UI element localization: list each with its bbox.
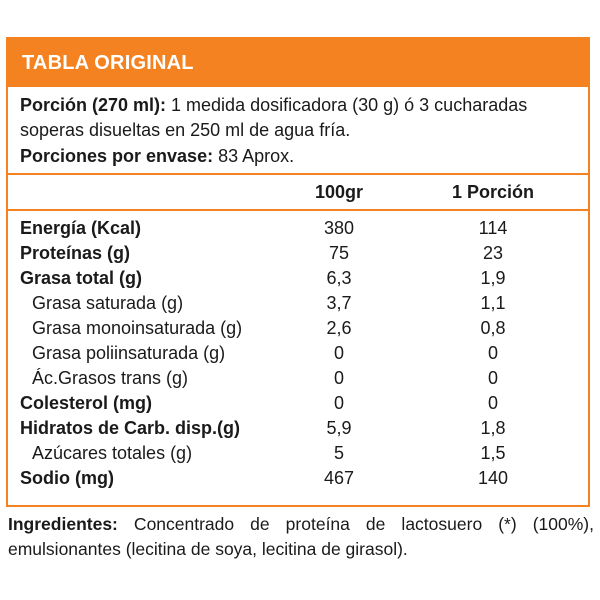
nutrient-label: Grasa monoinsaturada (g) [32,318,243,338]
table-row [8,466,588,491]
value-portion: 0 [487,343,498,363]
value-100gr: 3,7 [326,293,352,313]
value-portion: 1,8 [480,418,506,438]
nutrient-label: Grasa poliinsaturada (g) [32,343,226,363]
table-row [8,291,588,316]
value-portion: 1,5 [480,443,506,463]
value-portion: 1,9 [480,268,506,288]
nutrient-label: Energía (Kcal) [20,218,142,238]
ingredients-label: Ingredientes: [8,514,118,534]
table-row [8,316,588,341]
ingredients [8,512,594,562]
nutrient-label: Colesterol (mg) [20,393,153,413]
serving-size-text: 1 medida dosificadora (30 g) ó 3 cucharadas soperas disueltas en 250 ml de agua fría. [20,95,528,140]
value-100gr: 6,3 [326,268,352,288]
value-portion: 23 [482,243,504,263]
value-100gr: 0 [333,393,344,413]
nutrient-label: Grasa total (g) [20,268,143,288]
value-100gr: 380 [323,218,355,238]
value-portion: 1,1 [480,293,506,313]
value-portion: 0,8 [480,318,506,338]
servings-per-pack [8,143,588,169]
table-row [8,391,588,416]
value-100gr: 2,6 [326,318,352,338]
table-row [8,216,588,241]
value-100gr: 0 [333,343,344,363]
table-row [8,366,588,391]
value-portion: 140 [477,468,509,488]
serving-size-label: Porción (270 ml): [20,95,167,115]
nutrient-label: Sodio (mg) [20,468,114,488]
nutrition-table [6,37,590,507]
table-row [8,441,588,466]
value-100gr: 75 [328,243,350,263]
nutrient-label: Ác.Grasos trans (g) [32,368,189,388]
nutrient-label: Azúcares totales (g) [32,443,193,463]
table-row [8,341,588,366]
value-100gr: 0 [333,368,344,388]
value-100gr: 5 [333,443,344,463]
column-headers [8,175,588,209]
value-portion: 0 [487,393,498,413]
value-100gr: 467 [323,468,355,488]
value-100gr: 5,9 [326,418,352,438]
serving-size [8,87,588,143]
nutrient-rows [8,211,588,491]
column-header-100gr: 100gr [314,181,364,202]
column-header-portion: 1 Porción [451,181,535,202]
nutrient-label: Proteínas (g) [20,243,131,263]
servings-per-pack-value: 83 Aprox. [213,146,295,166]
table-row [8,266,588,291]
table-title: TABLA ORIGINAL [22,51,194,74]
table-row [8,241,588,266]
nutrient-label: Grasa saturada (g) [32,293,184,313]
table-header [8,39,588,87]
nutrient-label: Hidratos de Carb. disp.(g) [20,418,241,438]
value-portion: 0 [487,368,498,388]
servings-per-pack-label: Porciones por envase: [20,146,214,166]
table-row [8,416,588,441]
value-portion: 114 [478,218,508,238]
ingredients-text: Concentrado de proteína de lactosuero (*) (100%), emulsionantes (lecitina de soya, lecitina de girasol). [8,514,594,559]
